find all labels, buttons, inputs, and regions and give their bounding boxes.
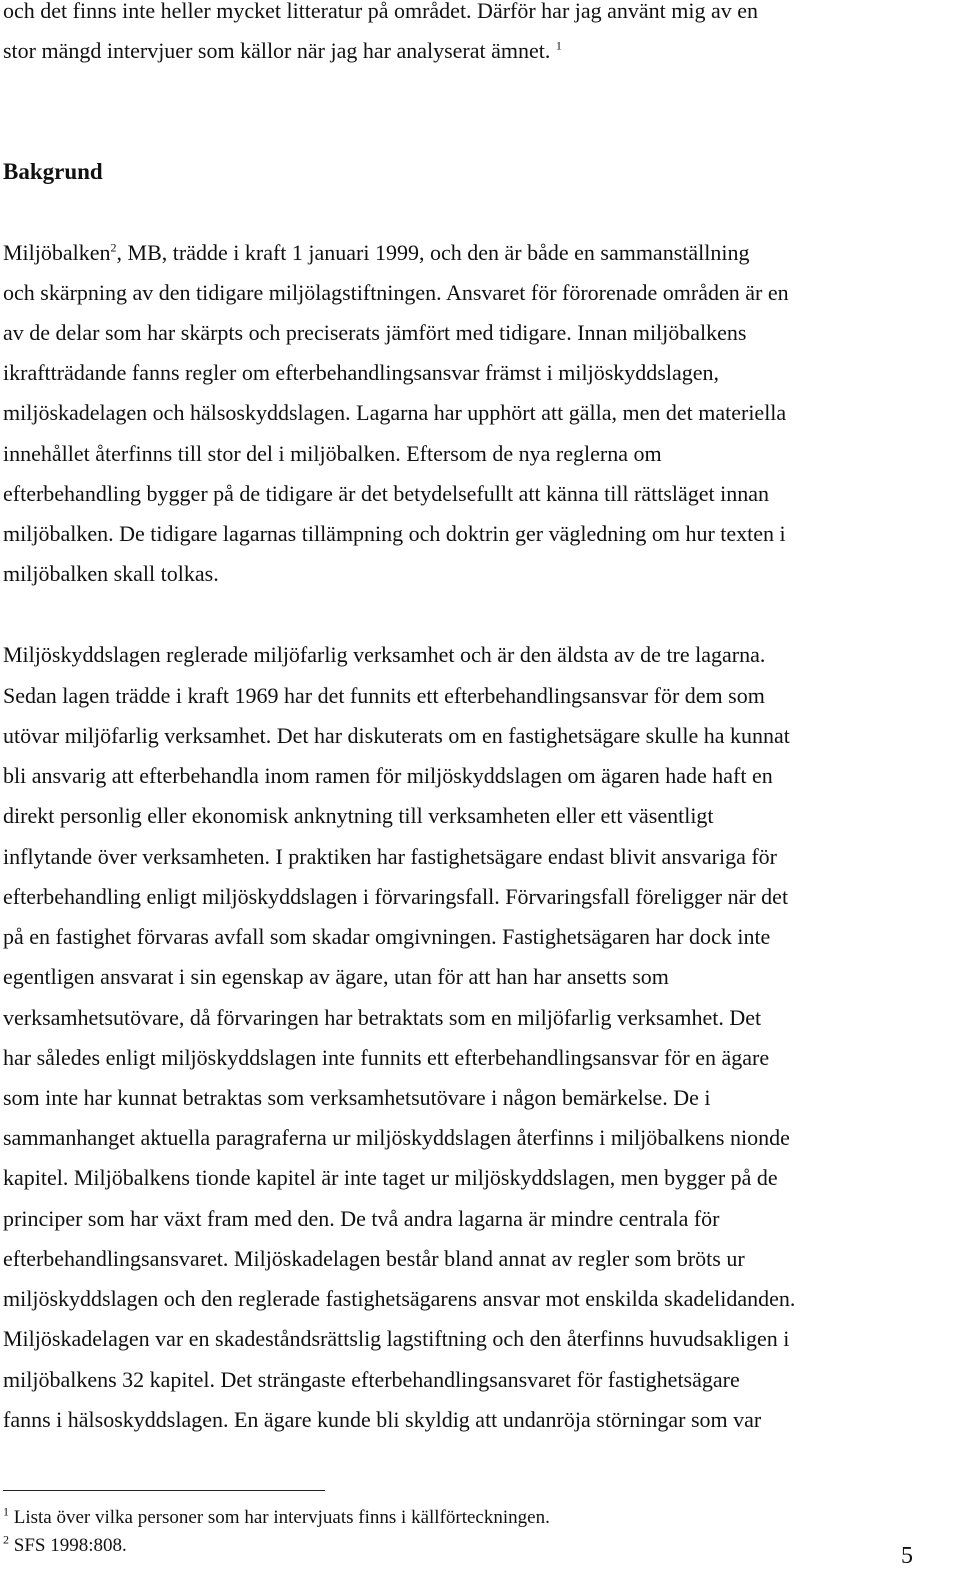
para1-line: miljöskadelagen och hälsoskyddslagen. Lagarna har upphört att gälla, men det materiella: [3, 400, 787, 425]
para1-line-1: [3, 233, 749, 273]
footnote-mark-1: 1: [3, 1504, 9, 1519]
footnote-ref-1[interactable]: 1: [555, 38, 562, 53]
para2-line: Miljöskadelagen var en skadeståndsrättslig lagstiftning och den återfinns huvudsakligen i: [3, 1326, 790, 1351]
para2-line: miljöskyddslagen och den reglerade fastighetsägarens ansvar mot enskilda skadelidanden.: [3, 1286, 796, 1311]
footnote-divider: [3, 1490, 325, 1491]
para1-line: ikraftträdande fanns regler om efterbehandlingsansvar främst i miljöskyddslagen,: [3, 360, 719, 385]
footnote-2: [3, 1534, 127, 1558]
footnote-ref-2[interactable]: 2: [110, 240, 117, 255]
para2-line: verksamhetsutövare, då förvaringen har betraktats som en miljöfarlig verksamhet. Det: [3, 1005, 762, 1030]
para2-line: efterbehandlingsansvaret. Miljöskadelagen består bland annat av regler som bröts ur: [3, 1246, 745, 1271]
para2-line: miljöbalkens 32 kapitel. Det strängaste efterbehandlingsansvaret för fastighetsägare: [3, 1367, 740, 1392]
para2-line: utövar miljöfarlig verksamhet. Det har diskuterats om en fastighetsägare skulle ha kunnat: [3, 723, 790, 748]
intro-text-1: och det finns inte heller mycket litteratur på området. Därför har jag använt mig av en: [3, 0, 759, 23]
para2-line: kapitel. Miljöbalkens tionde kapitel är inte taget ur miljöskyddslagen, men bygger på de: [3, 1165, 778, 1190]
intro-text-2: stor mängd intervjuer som källor när jag har analyserat ämnet.: [3, 38, 551, 63]
para2-line: egentligen ansvarat i sin egenskap av ägare, utan för att han har ansetts som: [3, 964, 669, 989]
para2-line: efterbehandling enligt miljöskyddslagen i förvaringsfall. Förvaringsfall föreligger när det: [3, 884, 789, 909]
para1-text-post: , MB, trädde i kraft 1 januari 1999, och den är både en sammanställning: [116, 240, 750, 265]
para2-line: sammanhanget aktuella paragraferna ur miljöskyddslagen återfinns i miljöbalkens nionde: [3, 1125, 790, 1150]
para2-line: har således enligt miljöskyddslagen inte funnits ett efterbehandlingsansvar för en ägare: [3, 1045, 770, 1070]
footnote-mark-2: 2: [3, 1532, 9, 1547]
para2-line: direkt personlig eller ekonomisk anknytning till verksamheten eller ett väsentligt: [3, 803, 714, 828]
intro-line-1: [3, 0, 758, 31]
footnote-text-1: Lista över vilka personer som har intervjuats finns i källförteckningen.: [13, 1507, 550, 1528]
para1-line: miljöbalken. De tidigare lagarnas tillämpning och doktrin ger vägledning om hur texten i: [3, 521, 786, 546]
para2-line: Miljöskyddslagen reglerade miljöfarlig verksamhet och är den äldsta av de tre lagarna.: [3, 642, 766, 667]
para1-line: och skärpning av den tidigare miljölagstiftningen. Ansvaret för förorenade områden är en: [3, 280, 789, 305]
para1-text-pre: Miljöbalken: [3, 240, 111, 265]
para2-line: på en fastighet förvaras avfall som skadar omgivningen. Fastighetsägaren har dock inte: [3, 924, 771, 949]
para1-line: miljöbalken skall tolkas.: [3, 561, 219, 586]
para1-line: av de delar som har skärpts och preciserats jämfört med tidigare. Innan miljöbalkens: [3, 320, 747, 345]
section-heading: Bakgrund: [3, 159, 103, 184]
para1-line: innehållet återfinns till stor del i miljöbalken. Eftersom de nya reglerna om: [3, 441, 662, 466]
para2-line: Sedan lagen trädde i kraft 1969 har det funnits ett efterbehandlingsansvar för dem som: [3, 683, 765, 708]
page-number: 5: [901, 1543, 913, 1569]
para2-line: inflytande över verksamheten. I praktiken har fastighetsägare endast blivit ansvariga för: [3, 844, 777, 869]
footnote-text-2: SFS 1998:808.: [13, 1535, 127, 1556]
para1-line: efterbehandling bygger på de tidigare är det betydelsefullt att känna till rättsläget innan: [3, 481, 770, 506]
para2-line: som inte har kunnat betraktas som verksamhetsutövare i någon bemärkelse. De i: [3, 1085, 711, 1110]
para2-line: principer som har växt fram med den. De två andra lagarna är mindre centrala för: [3, 1206, 720, 1231]
para2-line: fanns i hälsoskyddslagen. En ägare kunde bli skyldig att undanröja störningar som var: [3, 1407, 762, 1432]
intro-line-2: [3, 31, 562, 71]
footnote-1: [3, 1506, 550, 1530]
para2-line: bli ansvarig att efterbehandla inom ramen för miljöskyddslagen om ägaren hade haft en: [3, 763, 773, 788]
